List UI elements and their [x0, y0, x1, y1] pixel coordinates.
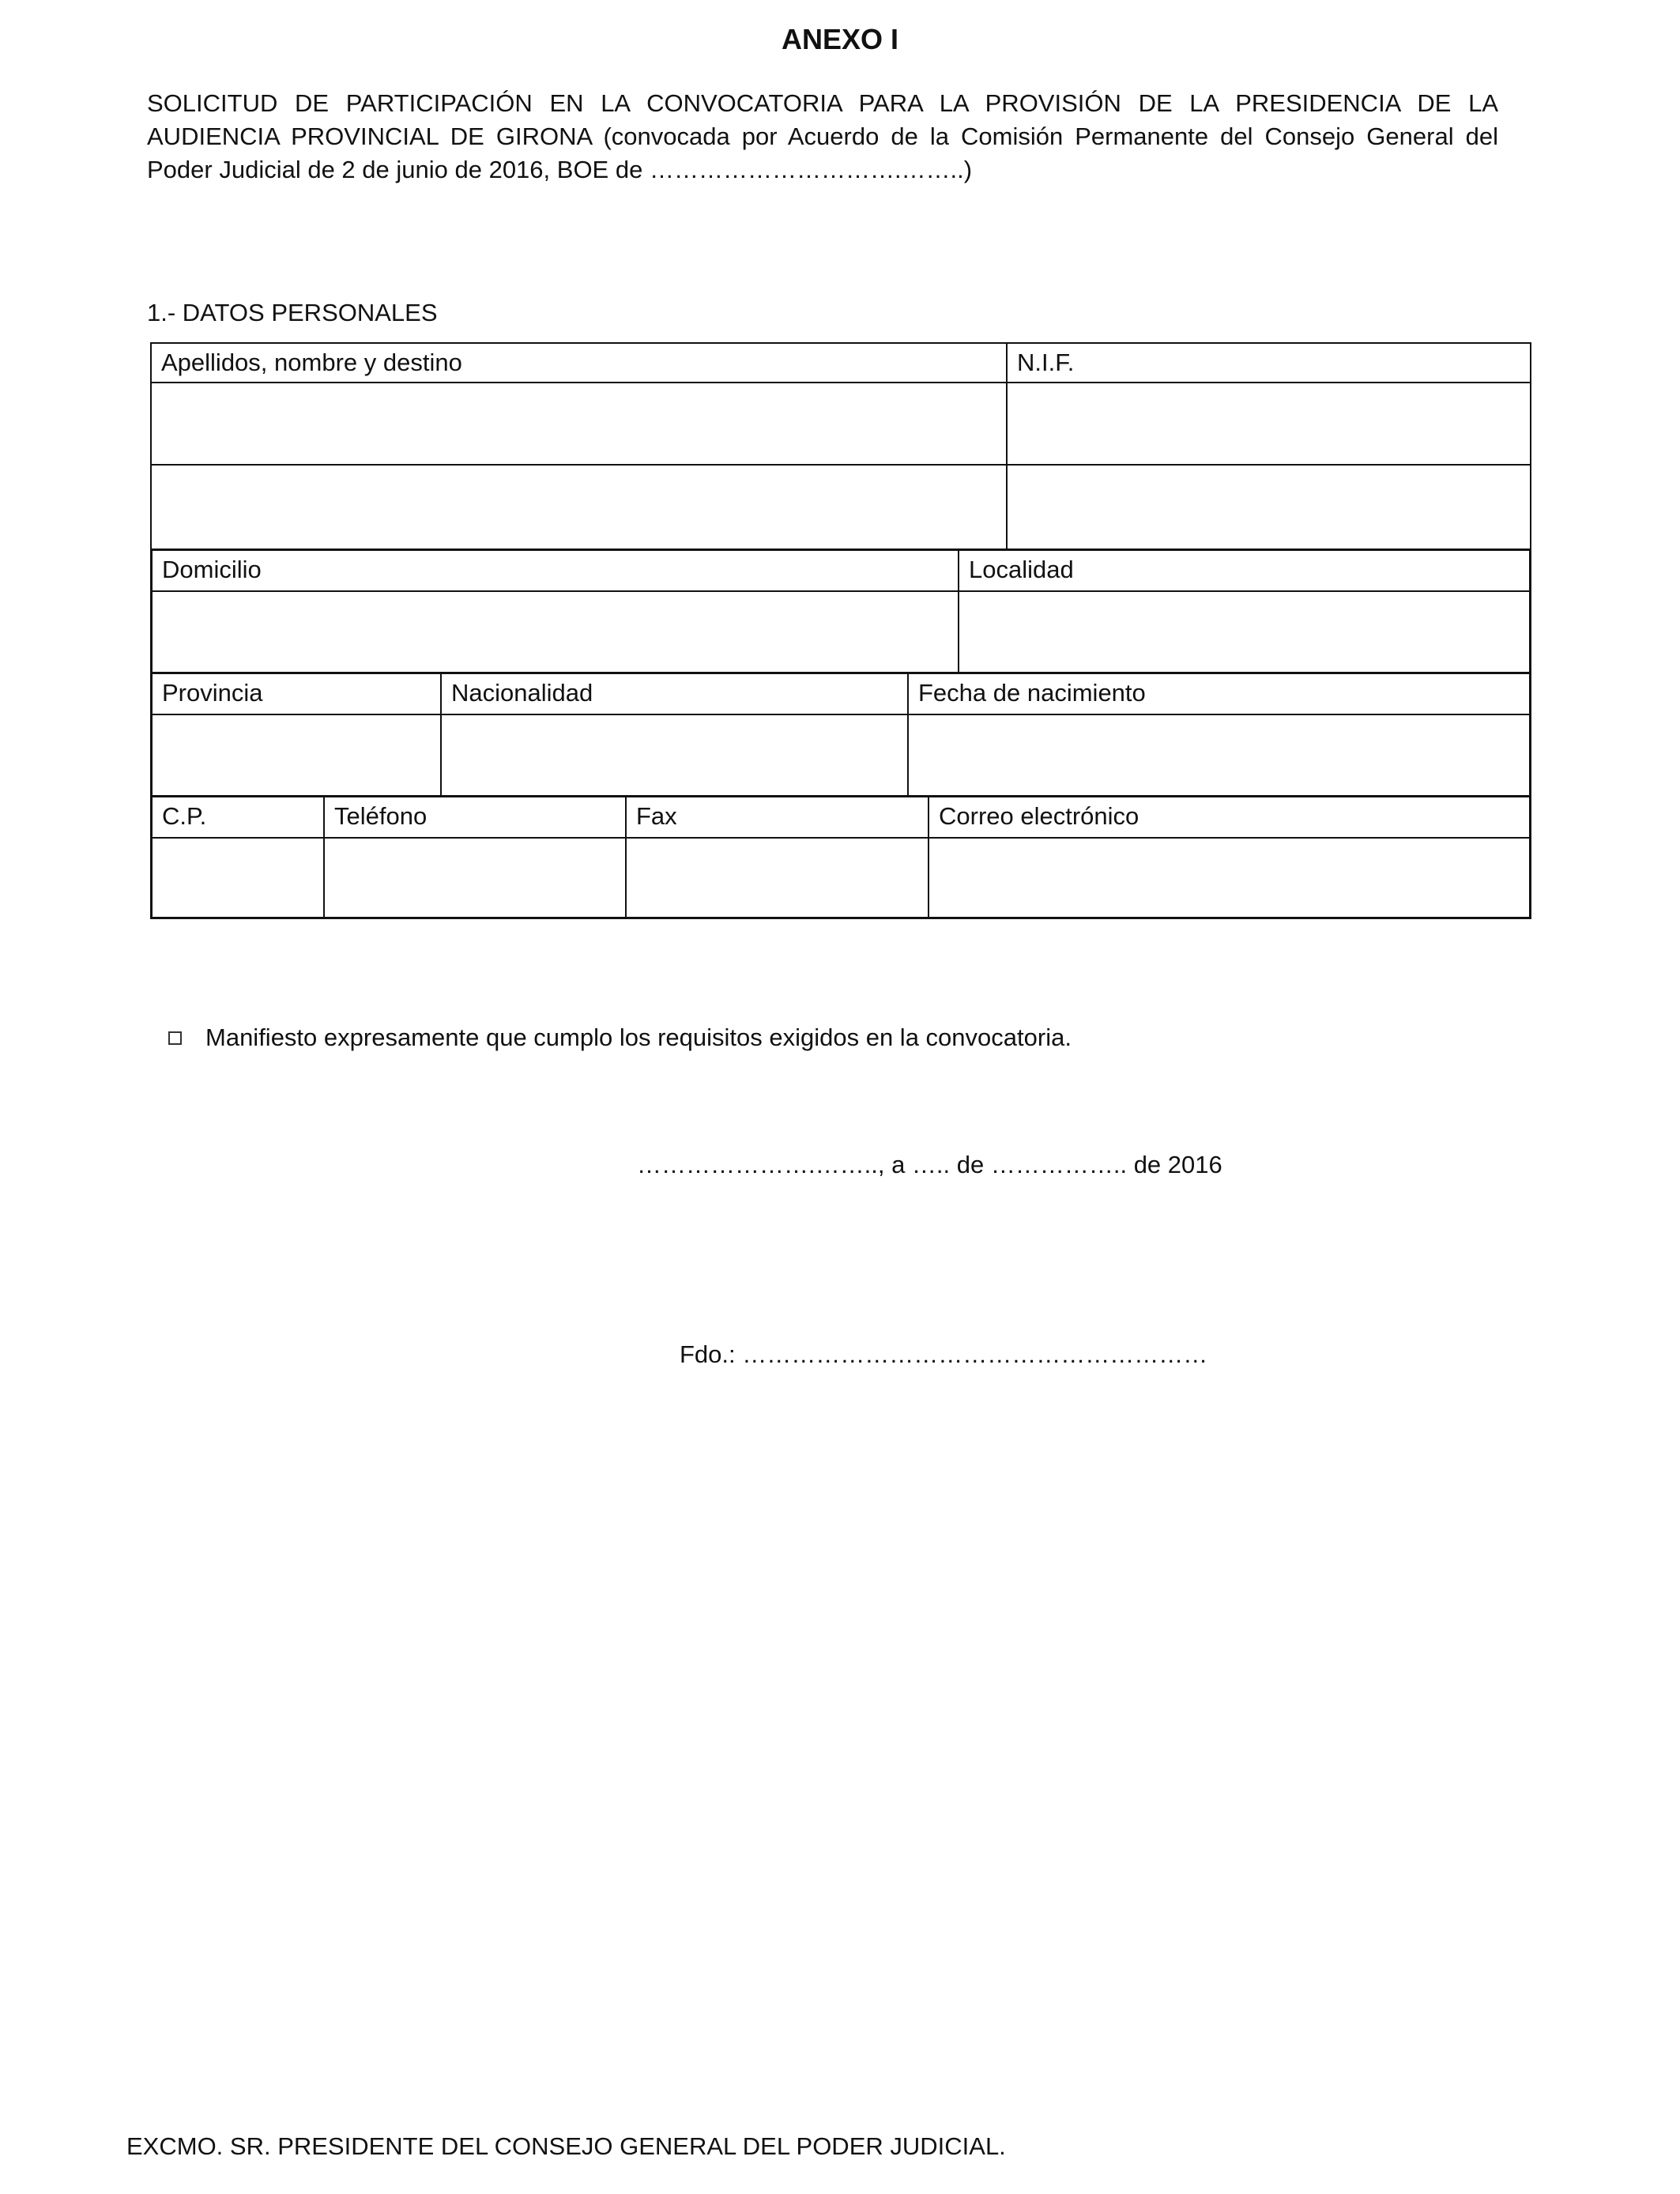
- nif-field-2[interactable]: [1008, 466, 1530, 550]
- localidad-field[interactable]: [959, 592, 1529, 673]
- domicilio-label: Domicilio: [153, 551, 959, 592]
- email-label: Correo electrónico: [929, 797, 1529, 839]
- origin-table: [150, 672, 1531, 797]
- nacionalidad-label: Nacionalidad: [442, 674, 909, 715]
- nif-field-1[interactable]: [1008, 383, 1530, 466]
- requirements-declaration-text: Manifiesto expresamente que cumplo los requisitos exigidos en la convocatoria.: [205, 1023, 1072, 1051]
- nacionalidad-field[interactable]: [442, 715, 909, 797]
- identity-table: [150, 342, 1531, 550]
- requirements-checkbox[interactable]: [168, 1031, 182, 1045]
- name-field-1[interactable]: [152, 383, 1008, 466]
- fax-label: Fax: [627, 797, 929, 839]
- cp-field[interactable]: [153, 839, 325, 917]
- email-field[interactable]: [929, 839, 1529, 917]
- telefono-label: Teléfono: [325, 797, 627, 839]
- application-intro: SOLICITUD DE PARTICIPACIÓN EN LA CONVOCATORIA PARA LA PROVISIÓN DE LA PRESIDENCIA DE LA AUDIENCIA PROVINCIAL DE GIRONA (convocada por Acuerdo de la Comisión Permanente del Consejo General del Poder Judicial de 2 de junio de 2016, BOE de ………………………….……..): [147, 89, 1498, 183]
- nif-label: N.I.F.: [1008, 344, 1530, 383]
- page-title: ANEXO I: [781, 23, 899, 55]
- place-date-line: ………………….…….., a ….. de …………….. de 2016: [637, 1151, 1222, 1178]
- cp-label: C.P.: [153, 797, 325, 839]
- provincia-field[interactable]: [153, 715, 442, 797]
- name-label: Apellidos, nombre y destino: [152, 344, 1008, 383]
- fecha-nacimiento-field[interactable]: [909, 715, 1529, 797]
- contact-table: [150, 795, 1531, 919]
- name-field-2[interactable]: [152, 466, 1008, 550]
- localidad-label: Localidad: [959, 551, 1529, 592]
- telefono-field[interactable]: [325, 839, 627, 917]
- fecha-nacimiento-label: Fecha de nacimiento: [909, 674, 1529, 715]
- section-title-personal-data: 1.- DATOS PERSONALES: [147, 299, 438, 326]
- domicilio-field[interactable]: [153, 592, 959, 673]
- signature-line: Fdo.: …………………………………………………: [680, 1340, 1208, 1368]
- provincia-label: Provincia: [153, 674, 442, 715]
- fax-field[interactable]: [627, 839, 929, 917]
- addressee: EXCMO. SR. PRESIDENTE DEL CONSEJO GENERAL DEL PODER JUDICIAL.: [126, 2132, 1006, 2160]
- requirements-declaration: [168, 1021, 1072, 1054]
- address-table: [150, 548, 1531, 673]
